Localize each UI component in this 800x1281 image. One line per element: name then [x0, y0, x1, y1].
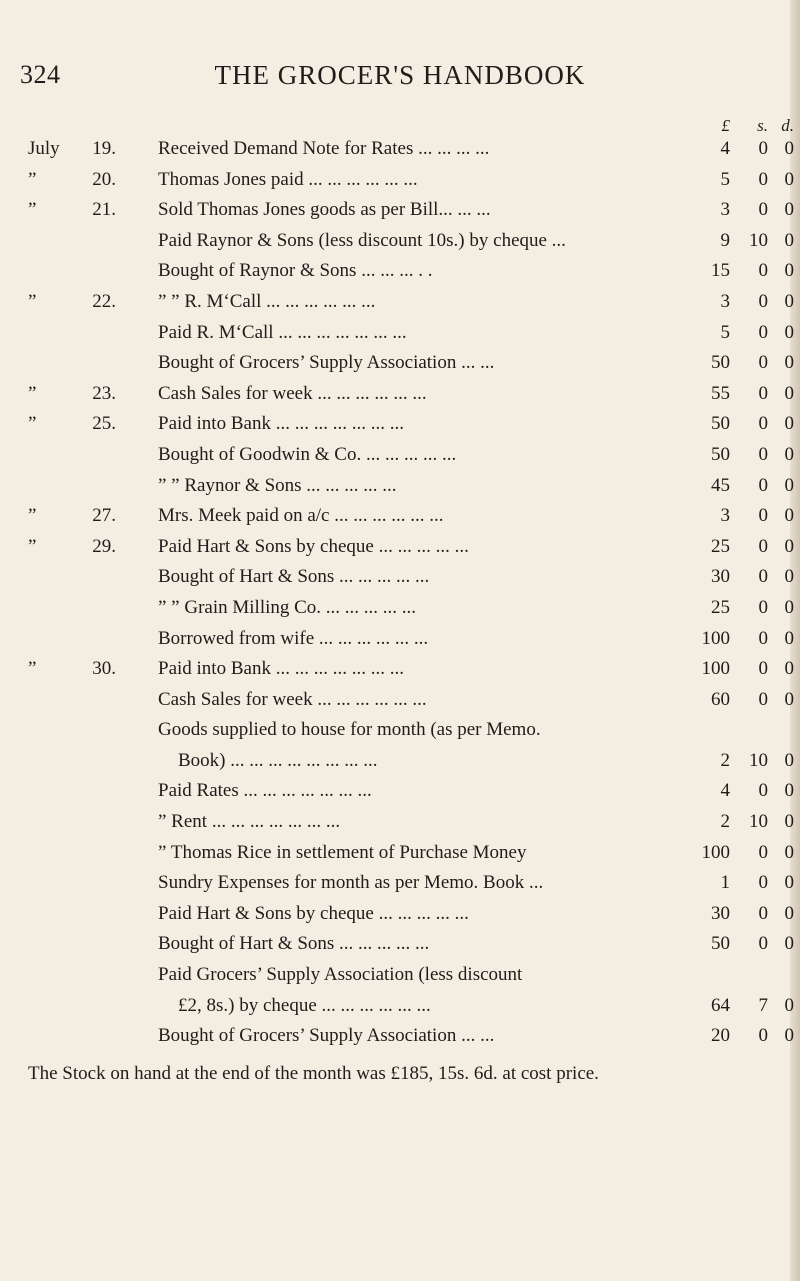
entry-date — [28, 811, 148, 833]
entry-day: 27. — [92, 505, 116, 527]
shillings-amount: 0 — [758, 872, 768, 894]
pence-amount: 0 — [784, 841, 794, 863]
pence-amount: 0 — [784, 688, 794, 710]
pence-amount: 0 — [784, 138, 794, 159]
pounds-amount: 3 — [720, 505, 730, 527]
pounds-amount: 100 — [701, 627, 730, 649]
entry-description: Mrs. Meek paid on a/c ... ... ... ... ... ... — [158, 505, 444, 527]
entry-month: ” — [28, 535, 37, 557]
ledger-row — [0, 933, 800, 964]
ledger-row — [0, 352, 800, 383]
entry-description: Book) ... ... ... ... ... ... ... ... — [178, 749, 378, 771]
shillings-amount: 0 — [758, 199, 768, 221]
pounds-amount: 100 — [701, 841, 730, 863]
entry-date — [28, 628, 148, 650]
entry-date — [28, 230, 148, 252]
pence-column-header: d. — [781, 116, 794, 135]
shillings-amount: 10 — [749, 229, 768, 251]
entry-description: Bought of Hart & Sons ... ... ... ... ... — [158, 566, 430, 588]
shillings-amount: 0 — [758, 627, 768, 649]
entry-date — [28, 689, 148, 711]
entry-description: Paid Hart & Sons by cheque ... ... ... ... ... — [158, 902, 469, 924]
pounds-amount: 15 — [711, 260, 730, 282]
ledger-row — [0, 505, 800, 536]
entry-day: 21. — [92, 199, 116, 221]
pounds-amount: 25 — [711, 596, 730, 618]
ledger-row — [0, 413, 800, 444]
entry-description: Received Demand Note for Rates ... ... ... ... — [158, 138, 490, 159]
shillings-amount: 0 — [758, 933, 768, 955]
entry-day: 19. — [92, 138, 116, 159]
pounds-amount: 45 — [711, 474, 730, 496]
entry-description: ” ” Raynor & Sons ... ... ... ... ... — [158, 474, 397, 496]
entry-description: Paid Rates ... ... ... ... ... ... ... — [158, 780, 372, 802]
entry-date — [28, 383, 148, 405]
ledger-row — [0, 322, 800, 353]
ledger-row — [0, 750, 800, 781]
pounds-amount: 2 — [720, 749, 730, 771]
entry-day: 30. — [92, 658, 116, 680]
entry-date — [28, 658, 148, 680]
shillings-amount: 0 — [758, 321, 768, 343]
ledger-row — [0, 475, 800, 506]
entry-month: ” — [28, 413, 37, 435]
entry-date — [28, 842, 148, 864]
pence-amount: 0 — [784, 229, 794, 251]
shillings-amount: 0 — [758, 260, 768, 282]
shillings-amount: 0 — [758, 382, 768, 404]
entry-description: Thomas Jones paid ... ... ... ... ... ... — [158, 168, 418, 190]
ledger-row — [0, 689, 800, 720]
entry-month: ” — [28, 199, 37, 221]
entry-date — [28, 1025, 148, 1047]
pounds-amount: 20 — [711, 1025, 730, 1047]
ledger-row — [0, 658, 800, 689]
pounds-amount: 100 — [701, 658, 730, 680]
entry-date — [28, 444, 148, 466]
shillings-amount: 0 — [758, 658, 768, 680]
pence-amount: 0 — [784, 321, 794, 343]
pence-amount: 0 — [784, 872, 794, 894]
shillings-amount: 0 — [758, 596, 768, 618]
entry-date — [28, 413, 148, 435]
pounds-amount: 5 — [720, 168, 730, 190]
pence-amount: 0 — [784, 749, 794, 771]
entry-description: Sold Thomas Jones goods as per Bill... ... ... — [158, 199, 491, 221]
entry-date — [28, 933, 148, 955]
ledger-row — [0, 995, 800, 1026]
pence-amount: 0 — [784, 902, 794, 924]
stock-footnote: The Stock on hand at the end of the month was £185, 15s. 6d. at cost price. — [28, 1063, 599, 1084]
entry-date — [28, 536, 148, 558]
entry-description: Paid into Bank ... ... ... ... ... ... ... — [158, 658, 404, 680]
pounds-amount: 64 — [711, 994, 730, 1016]
ledger-row — [0, 138, 800, 169]
ledger-row — [0, 964, 800, 995]
entry-description: Cash Sales for week ... ... ... ... ... ... — [158, 382, 427, 404]
entry-day: 25. — [92, 413, 116, 435]
entry-day: 29. — [92, 535, 116, 557]
entry-date — [28, 872, 148, 894]
shillings-amount: 10 — [749, 811, 768, 833]
entry-description: Paid Grocers’ Supply Association (less discount — [158, 964, 523, 986]
pence-amount: 0 — [784, 535, 794, 557]
pence-amount: 0 — [784, 566, 794, 588]
entry-date — [28, 260, 148, 282]
pence-amount: 0 — [784, 627, 794, 649]
entry-month: ” — [28, 505, 37, 527]
entry-date — [28, 964, 148, 986]
ledger-row — [0, 291, 800, 322]
ledger-row — [0, 169, 800, 200]
pounds-amount: 4 — [720, 138, 730, 159]
entry-description: Paid Raynor & Sons (less discount 10s.) by cheque ... — [158, 229, 566, 251]
shillings-amount: 0 — [758, 413, 768, 435]
entry-description: Bought of Hart & Sons ... ... ... ... ... — [158, 933, 430, 955]
pounds-amount: 30 — [711, 566, 730, 588]
pence-amount: 0 — [784, 994, 794, 1016]
shillings-amount: 0 — [758, 780, 768, 802]
shillings-column-header: s. — [757, 116, 768, 135]
entry-date — [28, 995, 148, 1017]
page-number: 324 — [20, 60, 61, 89]
entry-description: Paid R. M‘Call ... ... ... ... ... ... ... — [158, 321, 407, 343]
pounds-amount: 1 — [720, 872, 730, 894]
entry-date — [28, 352, 148, 374]
ledger-row — [0, 1025, 800, 1056]
pounds-amount: 55 — [711, 382, 730, 404]
entry-description: Paid Hart & Sons by cheque ... ... ... ... ... — [158, 535, 469, 557]
pounds-amount: 4 — [720, 780, 730, 802]
pounds-amount: 50 — [711, 413, 730, 435]
ledger-row — [0, 780, 800, 811]
entry-description: Bought of Grocers’ Supply Association ... ... — [158, 352, 495, 374]
pounds-amount: 3 — [720, 199, 730, 221]
shillings-amount: 0 — [758, 138, 768, 159]
entry-month: ” — [28, 382, 37, 404]
entry-day: 22. — [92, 290, 116, 312]
shillings-amount: 0 — [758, 443, 768, 465]
entry-description: £2, 8s.) by cheque ... ... ... ... ... ... — [178, 994, 431, 1016]
ledger-row — [0, 536, 800, 567]
entry-date — [28, 138, 148, 160]
shillings-amount: 0 — [758, 535, 768, 557]
shillings-amount: 0 — [758, 474, 768, 496]
entry-date — [28, 505, 148, 527]
entry-date — [28, 566, 148, 588]
pounds-amount: 5 — [720, 321, 730, 343]
entry-description: ” Rent ... ... ... ... ... ... ... — [158, 811, 341, 833]
pence-amount: 0 — [784, 474, 794, 496]
book-title: THE GROCER'S HANDBOOK — [214, 60, 586, 90]
ledger-row — [0, 444, 800, 475]
pence-amount: 0 — [784, 382, 794, 404]
entry-description: Goods supplied to house for month (as per Memo. — [158, 719, 541, 741]
entry-description: ” ” R. M‘Call ... ... ... ... ... ... — [158, 290, 376, 312]
pounds-amount: 60 — [711, 688, 730, 710]
ledger-row — [0, 566, 800, 597]
shillings-amount: 0 — [758, 566, 768, 588]
pounds-amount: 2 — [720, 811, 730, 833]
pence-amount: 0 — [784, 811, 794, 833]
ledger-row — [0, 230, 800, 261]
ledger-row — [0, 383, 800, 414]
entry-date — [28, 780, 148, 802]
pounds-amount: 50 — [711, 443, 730, 465]
shillings-amount: 0 — [758, 505, 768, 527]
entry-date — [28, 322, 148, 344]
pence-amount: 0 — [784, 199, 794, 221]
entry-description: ” Thomas Rice in settlement of Purchase Money — [158, 841, 527, 863]
pence-amount: 0 — [784, 1025, 794, 1047]
shillings-amount: 0 — [758, 290, 768, 312]
pence-amount: 0 — [784, 505, 794, 527]
pounds-amount: 30 — [711, 902, 730, 924]
pence-amount: 0 — [784, 780, 794, 802]
ledger-row — [0, 872, 800, 903]
entry-date — [28, 903, 148, 925]
entry-description: Paid into Bank ... ... ... ... ... ... ... — [158, 413, 404, 435]
pence-amount: 0 — [784, 290, 794, 312]
entry-month: July — [28, 138, 60, 159]
entry-date — [28, 719, 148, 741]
entry-description: Bought of Grocers’ Supply Association ... ... — [158, 1025, 495, 1047]
ledger-row — [0, 842, 800, 873]
running-head — [20, 60, 780, 96]
entry-date — [28, 597, 148, 619]
ledger-row — [0, 597, 800, 628]
ledger-row — [0, 811, 800, 842]
shillings-amount: 0 — [758, 688, 768, 710]
entry-description: Borrowed from wife ... ... ... ... ... ... — [158, 627, 429, 649]
shillings-amount: 0 — [758, 1025, 768, 1047]
column-headers — [0, 116, 800, 138]
pounds-amount: 3 — [720, 290, 730, 312]
entry-description: Sundry Expenses for month as per Memo. Book ... — [158, 872, 544, 894]
pounds-column-header: £ — [721, 116, 730, 135]
pence-amount: 0 — [784, 352, 794, 374]
shillings-amount: 0 — [758, 902, 768, 924]
ledger-row — [0, 903, 800, 934]
pounds-amount: 9 — [720, 229, 730, 251]
entry-day: 20. — [92, 168, 116, 190]
pence-amount: 0 — [784, 658, 794, 680]
entry-description: Cash Sales for week ... ... ... ... ... ... — [158, 688, 427, 710]
ledger-row — [0, 260, 800, 291]
ledger-row — [0, 199, 800, 230]
pounds-amount: 50 — [711, 352, 730, 374]
entry-description: Bought of Goodwin & Co. ... ... ... ... ... — [158, 443, 457, 465]
shillings-amount: 7 — [758, 994, 768, 1016]
entry-month: ” — [28, 168, 37, 190]
entry-description: Bought of Raynor & Sons ... ... ... . . — [158, 260, 433, 282]
ledger-row — [0, 719, 800, 750]
entry-date — [28, 199, 148, 221]
entry-description: ” ” Grain Milling Co. ... ... ... ... ... — [158, 596, 417, 618]
ledger-row — [0, 628, 800, 659]
pence-amount: 0 — [784, 443, 794, 465]
shillings-amount: 0 — [758, 841, 768, 863]
pence-amount: 0 — [784, 168, 794, 190]
pence-amount: 0 — [784, 933, 794, 955]
pence-amount: 0 — [784, 413, 794, 435]
entry-day: 23. — [92, 382, 116, 404]
entry-date — [28, 475, 148, 497]
pence-amount: 0 — [784, 596, 794, 618]
entry-month: ” — [28, 658, 37, 680]
shillings-amount: 0 — [758, 168, 768, 190]
entry-date — [28, 750, 148, 772]
entry-month: ” — [28, 290, 37, 312]
pounds-amount: 25 — [711, 535, 730, 557]
pence-amount: 0 — [784, 260, 794, 282]
entry-date — [28, 169, 148, 191]
ledger-entries — [0, 138, 800, 1056]
shillings-amount: 10 — [749, 749, 768, 771]
pounds-amount: 50 — [711, 933, 730, 955]
shillings-amount: 0 — [758, 352, 768, 374]
entry-date — [28, 291, 148, 313]
